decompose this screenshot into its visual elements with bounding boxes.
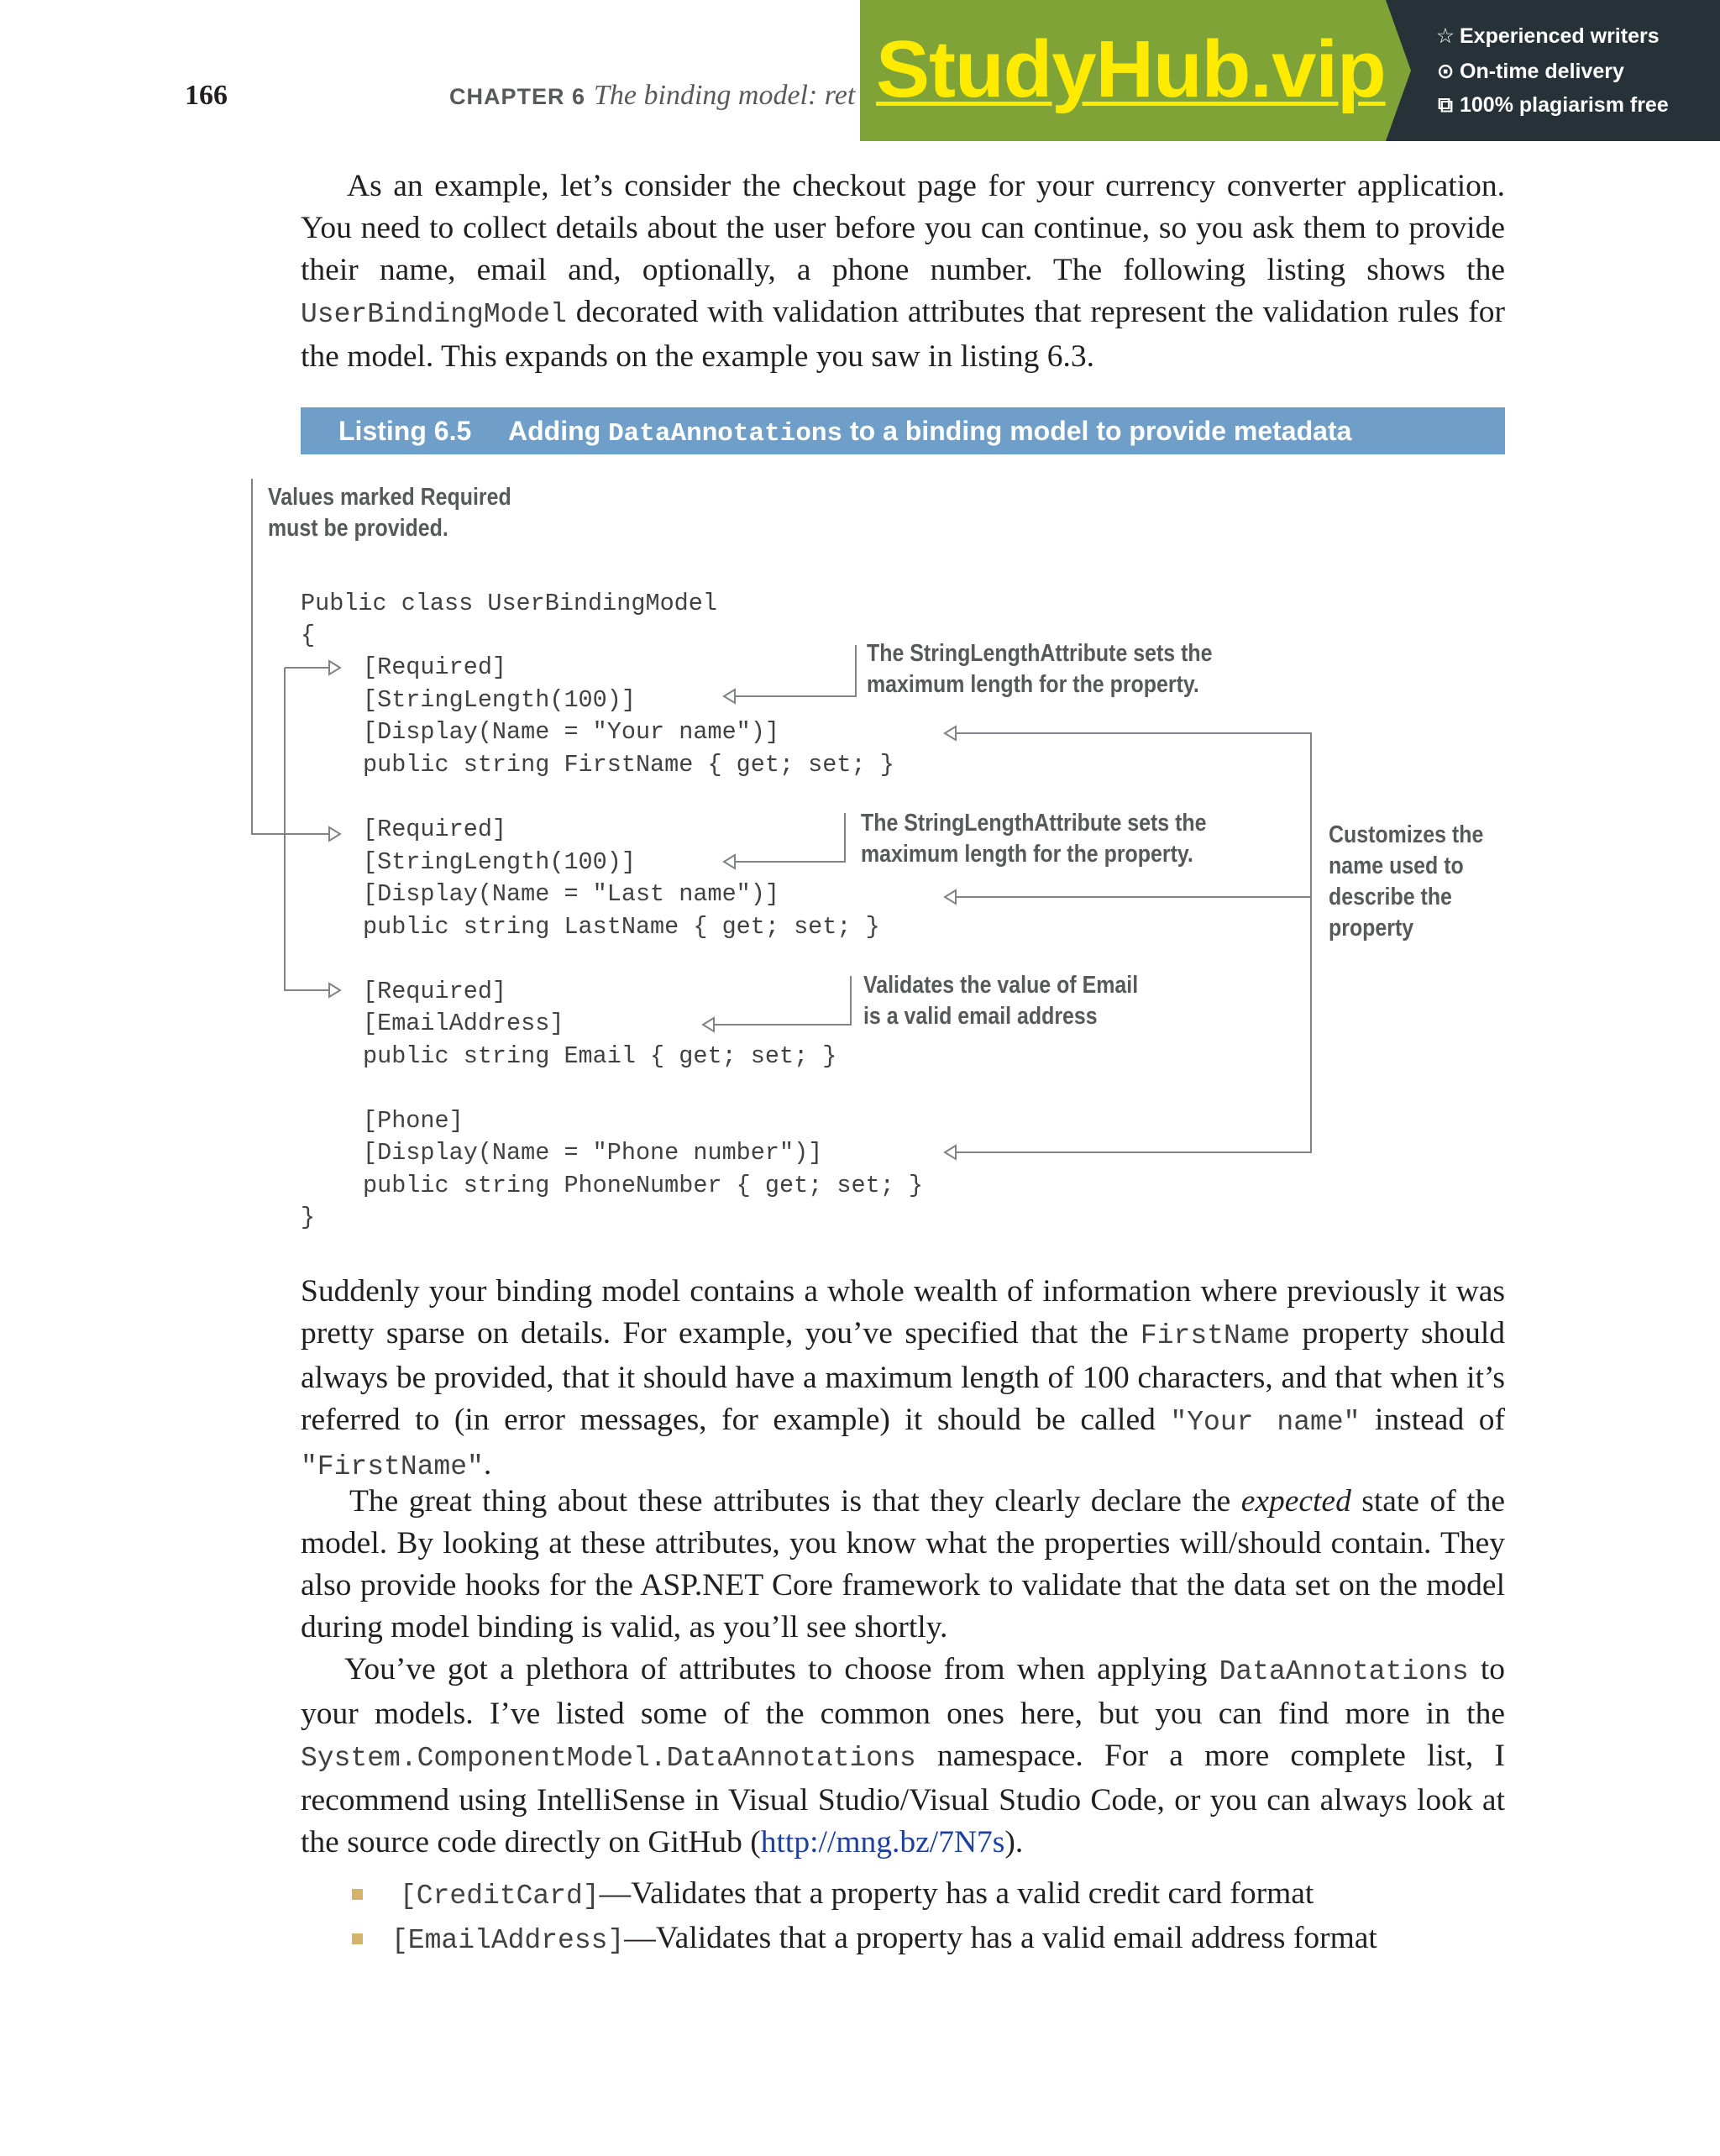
code-line: public string LastName { get; set; } xyxy=(363,913,880,941)
stringlength-b-connector xyxy=(735,813,845,862)
code-line: public string PhoneNumber { get; set; } xyxy=(363,1172,924,1199)
annotation-display-name: Customizes the name used to describe the property xyxy=(1329,821,1484,942)
arrow-left-icon xyxy=(945,727,956,740)
listing-title: Adding DataAnnotations to a binding model to provide metadata xyxy=(508,416,1352,449)
email-connector xyxy=(714,976,851,1025)
stringlength-a-connector xyxy=(735,645,856,696)
code-line: [Required] xyxy=(363,816,507,843)
code-line: [StringLength(100)] xyxy=(363,686,636,714)
banner-logo-text: StudyHub.vip xyxy=(876,24,1386,114)
copy-icon: ⧉ xyxy=(1438,93,1453,117)
code-line: [Required] xyxy=(363,978,507,1005)
annotation-email: Validates the value of Email is a valid email address xyxy=(863,972,1139,1030)
github-link[interactable]: http://mng.bz/7N7s xyxy=(760,1825,1005,1860)
code-line: [StringLength(100)] xyxy=(363,848,636,876)
arrow-left-icon xyxy=(724,690,735,703)
arrow-left-icon xyxy=(945,1146,956,1159)
code-line: public string Email { get; set; } xyxy=(363,1042,837,1070)
bullet-square-icon xyxy=(352,1889,363,1900)
annotation-stringlength-first: The StringLengthAttribute sets the maximum length for the property. xyxy=(867,640,1213,698)
code-line: { xyxy=(301,622,316,649)
required-connector-bracket xyxy=(285,668,329,990)
feature-on-time-delivery: ⊙ On-time delivery xyxy=(1434,59,1624,84)
feature-experienced-writers: ☆ Experienced writers xyxy=(1435,24,1660,48)
arrow-left-icon xyxy=(945,890,956,904)
clock-icon: ⊙ xyxy=(1436,60,1455,83)
code-line: } xyxy=(301,1204,316,1231)
body-paragraph: You’ve got a plethora of attributes to choose from when applying DataAnnotations to your models. I’ve listed some of the common ones here, but you can find more in the System.ComponentModel.DataAnnotations namespace. For a more complete list, I recommend using IntelliSense in Visual Studio/Visual Studio Code, or you can always look at the source code directly on GitHub (http://mng.bz/7N7s). xyxy=(301,1652,1505,1860)
code-line: [Display(Name = "Last name")] xyxy=(363,880,779,908)
bullet-square-icon xyxy=(352,1933,363,1944)
annotation-required: Values marked Required must be provided. xyxy=(268,484,511,542)
intro-paragraph: As an example, let’s consider the checkout page for your currency converter application. You need to collect details about the user before you can continue, so you ask them to provide their name, email and, optionally, a phone number. The following listing shows the UserBindingModel decorated with validation attributes that represent the validation rules for the model. This expands on the example you saw in listing 6.3. xyxy=(301,169,1505,374)
annotation-stringlength-last: The StringLengthAttribute sets the maximum length for the property. xyxy=(861,810,1207,868)
chapter-title: The binding model: ret xyxy=(594,80,856,111)
body-paragraph: The great thing about these attributes is that they clearly declare the expected state of the model. By looking at these attributes, you know what the properties will/should contain. They also provide hooks for the ASP.NET Core framework to validate that the data set on the model during model binding is valid, as you’ll see shortly. xyxy=(301,1484,1505,1645)
code-line: [Display(Name = "Phone number")] xyxy=(363,1139,823,1167)
arrow-right-icon xyxy=(329,661,340,674)
list-item: [EmailAddress]—Validates that a property has a valid email address format xyxy=(391,1921,1377,1956)
code-line: [Phone] xyxy=(363,1107,464,1135)
code-line: Public class UserBindingModel xyxy=(301,590,717,617)
arrow-left-icon xyxy=(724,855,735,868)
display-connector-bracket xyxy=(956,733,1311,1152)
list-item: [CreditCard]—Validates that a property has a valid credit card format xyxy=(400,1876,1314,1912)
listing-label: Listing 6.5 xyxy=(338,416,472,446)
code-line: [Required] xyxy=(363,653,507,681)
arrow-right-icon xyxy=(329,984,340,997)
code-line: [EmailAddress] xyxy=(363,1010,564,1037)
feature-plagiarism-free: ⧉ 100% plagiarism free xyxy=(1434,93,1669,118)
inline-code: UserBindingModel xyxy=(301,299,567,330)
code-line: public string FirstName { get; set; } xyxy=(363,751,894,779)
page-number: 166 xyxy=(185,80,228,111)
arrow-right-icon xyxy=(329,827,340,841)
code-line: [Display(Name = "Your name")] xyxy=(363,718,779,746)
star-icon: ☆ xyxy=(1435,24,1455,48)
chapter-label: CHAPTER 6 xyxy=(449,84,586,109)
arrow-left-icon xyxy=(703,1018,714,1031)
body-paragraph: Suddenly your binding model contains a whole wealth of information where previously it was pretty sparse on details. For example, you’ve specified that the FirstName property should always be provided, that it should have a maximum length of 100 characters, and that when it’s referred to (in error messages, for example) it should be called "Your name" instead of "FirstName". xyxy=(301,1274,1505,1482)
